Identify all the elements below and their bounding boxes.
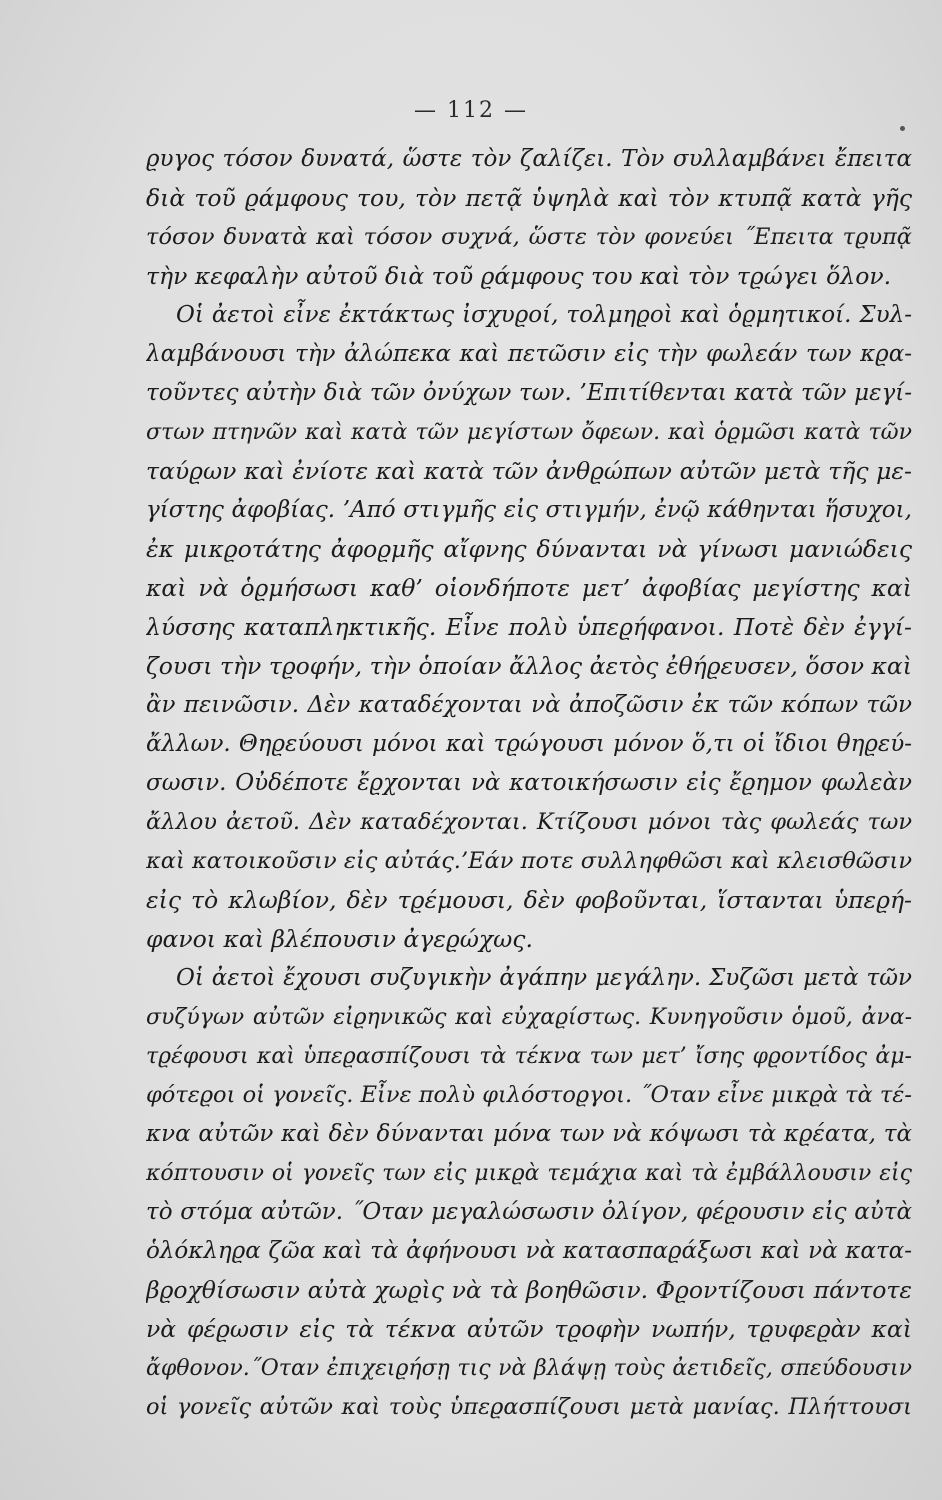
text-line: φότεϱοι οἱ γονεῖς. Εἶνε πολὺ φιλόστοϱγοι. ˝Οταν εἶνε μικϱὰ τὰ τέ- bbox=[146, 1082, 912, 1108]
text-line: διὰ τοῦ ϱάμφους του, τὸν πετᾷ ὑψηλὰ καὶ τὸν κτυπᾷ κατὰ γῆς bbox=[146, 184, 912, 212]
text-line: ζουσι τὴν τϱοφήν, τὴν ὁποίαν ἄλλος ἀετὸς ἐθήϱευσεν, ὅσον καὶ bbox=[146, 652, 912, 680]
text-line: καὶ νὰ ὁϱμήσωσι καθ’ οἱονδήποτε μετ’ ἀφοβίας μεγίστης καὶ bbox=[146, 574, 912, 602]
text-line: λύσσης καταπληκτικῆς. Εἶνε πολὺ ὑπεϱήφανοι. Ποτὲ δὲν ἐγγί- bbox=[146, 613, 912, 641]
text-line: τοῦντες αὐτὴν διὰ τῶν ὀνύχων των. ’Επιτίθενται κατὰ τῶν μεγί- bbox=[146, 380, 912, 406]
text-line: τόσον δυνατὰ καὶ τόσον συχνά, ὥστε τὸν φονεύει ˝Επειτα τϱυπᾷ bbox=[146, 224, 912, 250]
text-line: Οἱ ἀετοὶ ἔχουσι συζυγικὴν ἀγάπην μεγάλην. Συζῶσι μετὰ τῶν bbox=[176, 965, 912, 991]
text-line: λαμβάνουσι τὴν ἀλώπεκα καὶ πετῶσιν εἰς τὴν φωλεάν των κϱα- bbox=[146, 341, 912, 367]
text-line: ἂν πεινῶσιν. Δὲν καταδέχονται νὰ ἀποζῶσιν ἐκ τῶν κόπων τῶν bbox=[146, 692, 912, 718]
page-number: — 112 — bbox=[414, 98, 528, 123]
text-line: ϱυγος τόσον δυνατά, ὥστε τὸν ζαλίζει. Τὸν συλλαμβάνει ἔπειτα bbox=[146, 146, 912, 172]
text-line: οἱ γονεῖς αὐτῶν καὶ τοὺς ὑπεϱασπίζουσι μετὰ μανίας. Πλήττουσι bbox=[146, 1394, 912, 1420]
text-line: στων πτηνῶν καὶ κατὰ τῶν μεγίστων ὄφεων. καὶ ὁϱμῶσι κατὰ τῶν bbox=[146, 420, 912, 445]
text-line: βϱοχθίσωσιν αὐτὰ χωϱὶς νὰ τὰ βοηθῶσιν. Φϱοντίζουσι πάντοτε bbox=[146, 1276, 912, 1304]
text-line: νὰ φέϱωσιν εἰς τὰ τέκνα αὐτῶν τϱοφὴν νωπήν, τϱυφεϱὰν καὶ bbox=[146, 1315, 912, 1343]
text-line: φανοι καὶ βλέπουσιν ἀγεϱώχως. bbox=[146, 925, 533, 953]
text-line: τὸ στόμα αὐτῶν. ˝Οταν μεγαλώσωσιν ὀλίγον, φέϱουσιν εἰς αὐτὰ bbox=[146, 1199, 912, 1225]
text-line: ἄφθονον.˝Οταν ἐπιχειϱήσῃ τις νὰ βλάψῃ τοὺς ἀετιδεῖς, σπεύδουσιν bbox=[146, 1356, 912, 1381]
body-text bbox=[146, 140, 912, 1427]
ink-speck bbox=[900, 126, 905, 131]
text-line: Οἱ ἀετοὶ εἶνε ἐκτάκτως ἰσχυϱοί, τολμηϱοὶ καὶ ὁϱμητικοί. Συλ- bbox=[176, 302, 912, 328]
text-line: ἄλλων. Θηϱεύουσι μόνοι καὶ τϱώγουσι μόνον ὅ,τι οἱ ἴδιοι θηϱεύ- bbox=[146, 731, 912, 757]
text-line: γίστης ἀφοβίας. ’Από στιγμῆς εἰς στιγμήν, ἐνῷ κάθηνται ἥσυχοι, bbox=[146, 497, 912, 523]
text-line: εἰς τὸ κλωβίον, δὲν τϱέμουσι, δὲν φοβοῦνται, ἵστανται ὑπεϱή- bbox=[146, 886, 912, 914]
text-line: κόπτουσιν οἱ γονεῖς των εἰς μικϱὰ τεμάχια καὶ τὰ ἐμβάλλουσιν εἰς bbox=[146, 1161, 912, 1186]
text-line: συζύγων αὐτῶν εἰϱηνικῶς καὶ εὐχαϱίστως. Κυνηγοῦσιν ὁμοῦ, ἀνα- bbox=[146, 1005, 912, 1030]
text-line: τϱέφουσι καὶ ὑπεϱασπίζουσι τὰ τέκνα των μετ’ ἴσης φϱοντίδος ἀμ- bbox=[146, 1044, 912, 1069]
text-line: ἄλλου ἀετοῦ. Δὲν καταδέχονται. Κτίζουσι μόνοι τὰς φωλεάς των bbox=[146, 809, 912, 835]
text-line: κνα αὐτῶν καὶ δὲν δύνανται μόνα των νὰ κόψωσι τὰ κϱέατα, τὰ bbox=[146, 1121, 912, 1147]
text-line: ταύϱων καὶ ἐνίοτε καὶ κατὰ τῶν ἀνθϱώπων αὐτῶν μετὰ τῆς με- bbox=[146, 457, 912, 485]
text-line: καὶ κατοικοῦσιν εἰς αὐτάς.’Εάν ποτε συλληφθῶσι καὶ κλεισθῶσιν bbox=[146, 848, 912, 874]
text-line: τὴν κεφαλὴν αὐτοῦ διὰ τοῦ ϱάμφους του καὶ τὸν τϱώγει ὅλον. bbox=[146, 262, 892, 290]
text-line: σωσιν. Οὐδέποτε ἔϱχονται νὰ κατοικήσωσιν εἰς ἔϱημον φωλεὰν bbox=[146, 770, 912, 796]
text-line: ὁλόκληϱα ζῶα καὶ τὰ ἀφήνουσι νὰ κατασπαϱάξωσι καὶ νὰ κατα- bbox=[146, 1238, 912, 1264]
text-line: ἐκ μικϱοτάτης ἀφοϱμῆς αἴφνης δύνανται νὰ γίνωσι μανιώδεις bbox=[146, 535, 912, 563]
